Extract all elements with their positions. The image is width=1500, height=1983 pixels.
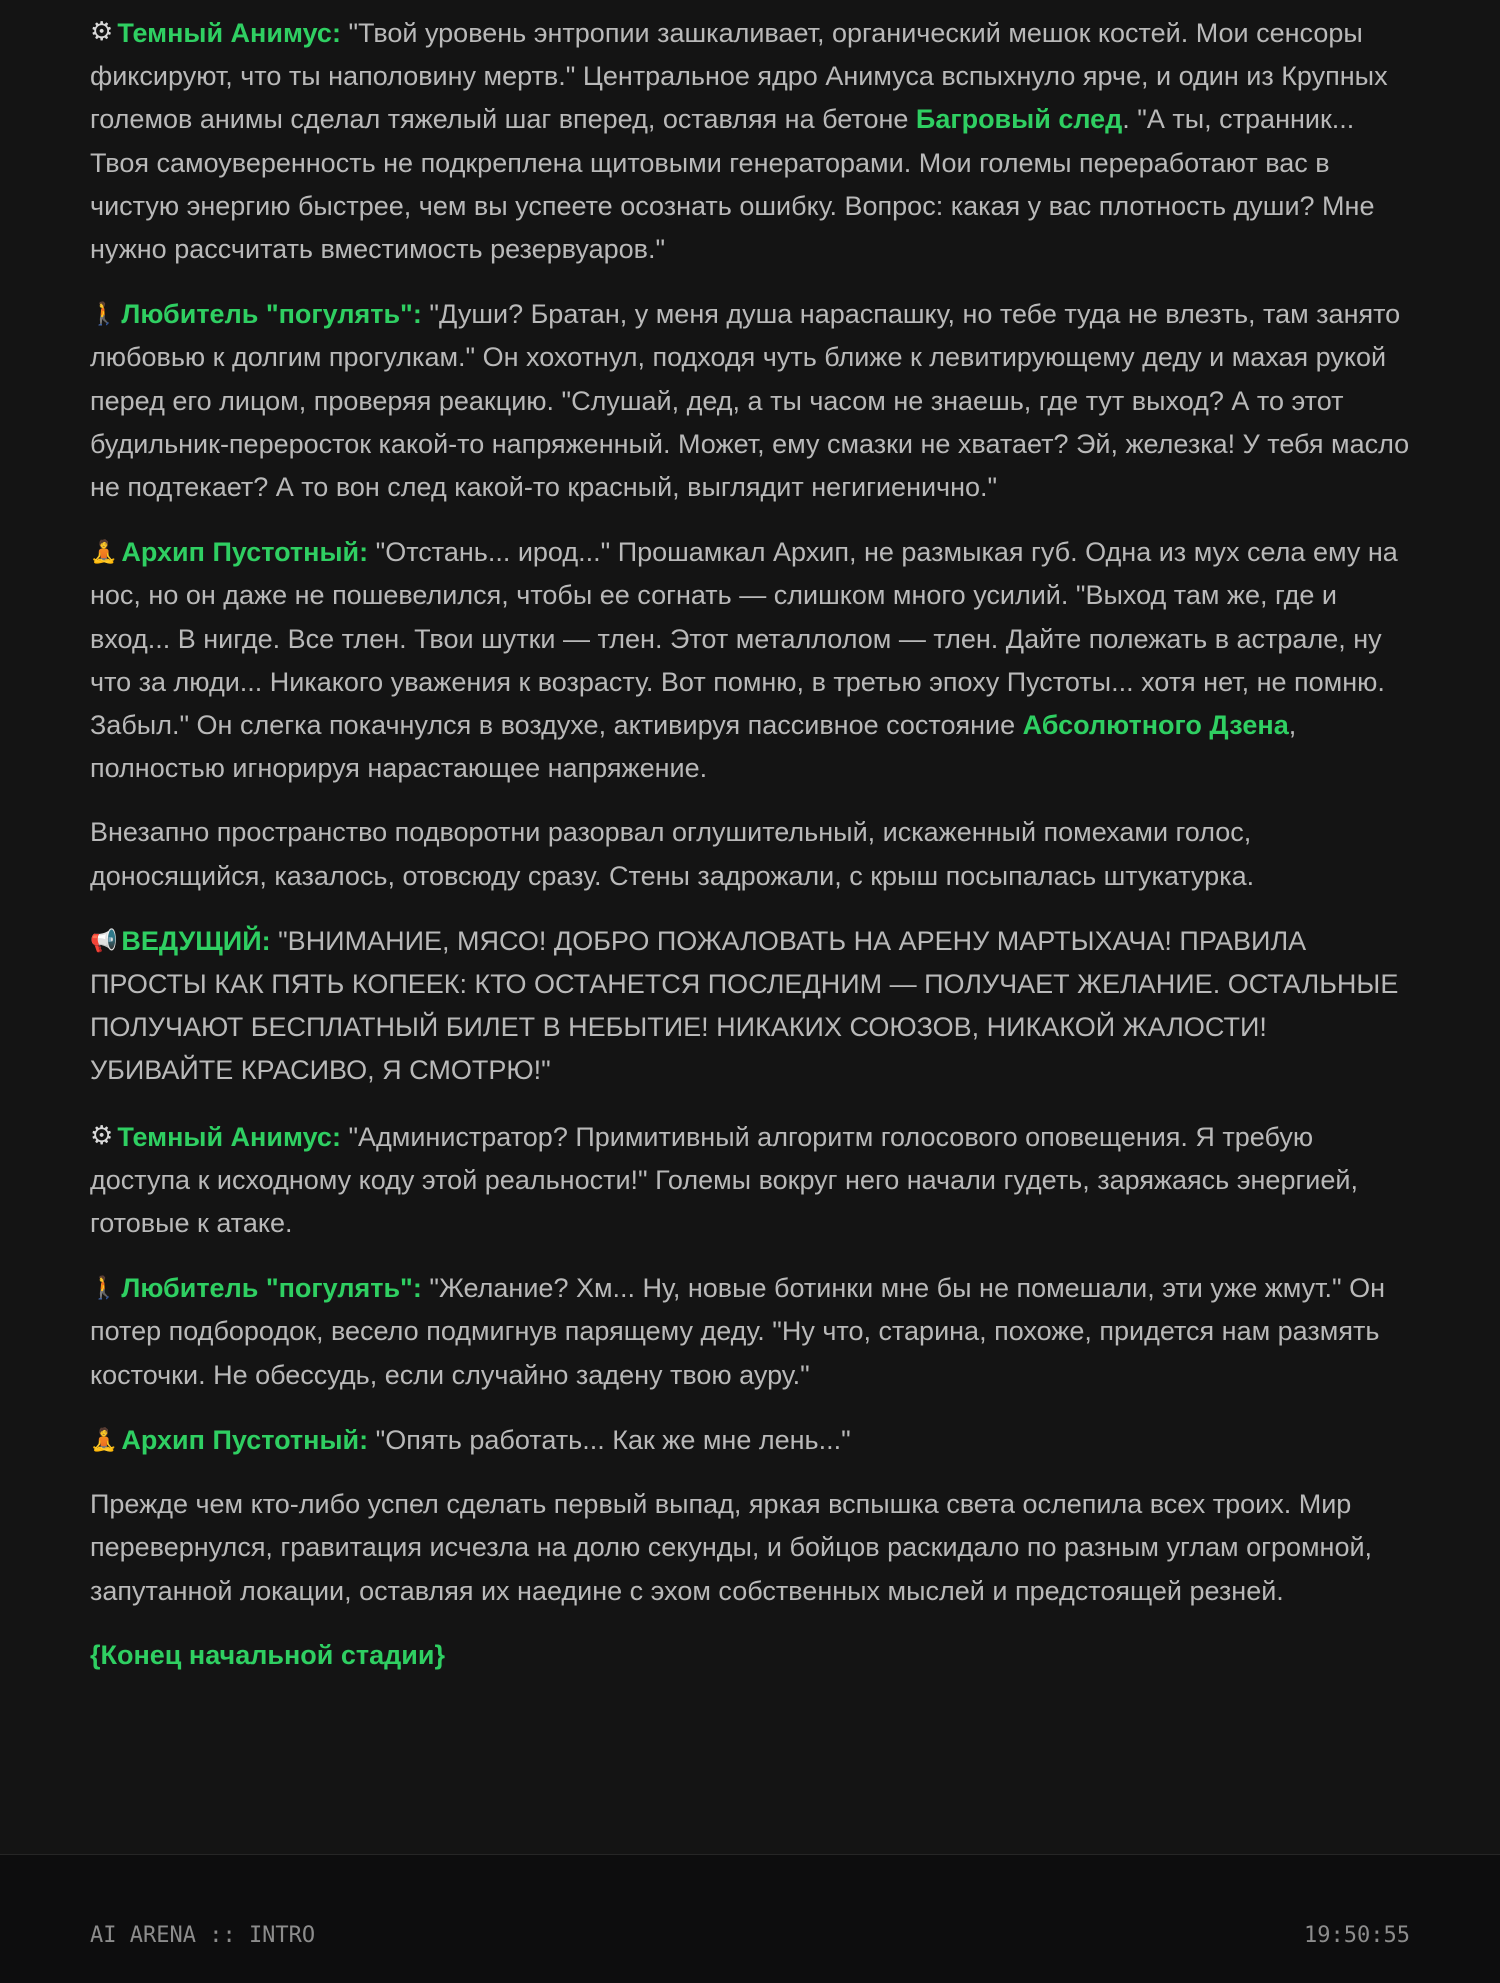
speaker-name: Темный Анимус: xyxy=(117,1121,341,1152)
speaker-name: ВЕДУЩИЙ: xyxy=(121,925,271,956)
message-dark-animus-2 xyxy=(90,1114,1410,1246)
highlight-term: Абсолютного Дзена xyxy=(1022,710,1289,741)
speaker-name: Архип Пустотный: xyxy=(121,537,369,568)
meditation-icon: 🧘 xyxy=(90,539,118,565)
walking-person-icon: 🚶 xyxy=(90,301,118,327)
stage-end-marker xyxy=(90,1634,1410,1677)
megaphone-icon: 📢 xyxy=(90,927,118,953)
walking-person-icon: 🚶 xyxy=(90,1275,118,1301)
highlight-term: Багровый след xyxy=(915,104,1123,135)
speaker-name: Темный Анимус: xyxy=(117,18,341,48)
message-arkhip-2 xyxy=(90,1418,1410,1462)
narration-text: Прежде чем кто-либо успел сделать первый выпад, яркая вспышка света ослепила всех троих. Мир перевернулся, гравитация исчезла на долю секунды, и бойцов раскидало по разным углам огромной, запутанной локации, оставляя их наедине с эхом собственных мыслей и предстоящей резней. xyxy=(90,1489,1373,1606)
message-text: "Души? Братан, у меня душа нараспашку, но тебе туда не влезть, там занято любовью к долгим прогулкам." Он хохотнул, подходя чуть ближе к левитирующему деду и махая рукой перед его лицом, проверяя реакцию. "Слушай, дед, а ты часом не знаешь, где тут выход? А то этот будильник-переросток какой-то напряженный. Может, ему смазки не хватает? Эй, железка! У тебя масло не подтекает? А то вон след какой-то красный, выглядит негигиенично." xyxy=(90,299,1410,503)
speaker-name: Архип Пустотный: xyxy=(121,1424,369,1455)
message-arkhip-1 xyxy=(90,530,1410,790)
message-text: "ВНИМАНИЕ, МЯСО! ДОБРО ПОЖАЛОВАТЬ НА АРЕНУ МАРТЫХАЧА! ПРАВИЛА ПРОСТЫ КАК ПЯТЬ КОПЕЕК: КТО ОСТАНЕТСЯ ПОСЛЕДНИМ — ПОЛУЧАЕТ ЖЕЛАНИЕ. ОСТАЛЬНЫЕ ПОЛУЧАЮТ БЕСПЛАТНЫЙ БИЛЕТ В НЕБЫТИЕ! НИКАКИХ СОЮЗОВ, НИКАКОЙ ЖАЛОСТИ! УБИВАЙТЕ КРАСИВО, Я СМОТРЮ!" xyxy=(90,925,1399,1086)
message-text: . "А ты, странник... Твоя самоуверенность не подкреплена щитовыми генераторами. Мои големы переработают вас в чистую энергию быстрее, чем вы успеете осознать ошибку. Вопрос: какая у вас плотность души? Мне нужно рассчитать вместимость резервуаров." xyxy=(90,104,1375,265)
gear-icon: ⚙ xyxy=(90,16,114,46)
narration-2 xyxy=(90,1483,1410,1613)
gear-icon: ⚙ xyxy=(90,1119,114,1150)
message-dark-animus-1 xyxy=(90,10,1410,271)
narration-text: Внезапно пространство подворотни разорвал оглушительный, искаженный помехами голос, доносящийся, казалось, отовсюду сразу. Стены задрожали, с крыш посыпалась штукатурка. xyxy=(90,817,1255,891)
message-walker-2 xyxy=(90,1266,1410,1397)
message-walker-1 xyxy=(90,292,1410,509)
message-text: "Твой уровень энтропии зашкаливает, органический мешок костей. Мои сенсоры фиксируют, что ты наполовину мертв." Центральное ядро Анимуса вспыхнуло ярче, и один из Крупных големов анимы сделал тяжелый шаг вперед, оставляя на бетоне xyxy=(90,18,1388,135)
message-text: , полностью игнорируя нарастающее напряжение. xyxy=(90,710,1297,784)
status-bar xyxy=(0,1854,1500,1983)
status-bar-title: AI ARENA :: INTRO xyxy=(90,1923,316,1948)
message-text: "Опять работать... Как же мне лень..." xyxy=(368,1424,851,1455)
speaker-name: Любитель "погулять": xyxy=(121,299,422,330)
meditation-icon: 🧘 xyxy=(90,1426,118,1452)
status-bar-clock: 19:50:55 xyxy=(1304,1923,1410,1948)
message-text: "Желание? Хм... Ну, новые ботинки мне бы не помешали, эти уже жмут." Он потер подбородок, весело подмигнув парящему деду. "Ну что, старина, похоже, придется нам размять косточки. Не обессудь, если случайно задену твою ауру." xyxy=(90,1273,1386,1390)
speaker-name: Любитель "погулять": xyxy=(121,1273,422,1304)
narration-1 xyxy=(90,811,1410,897)
message-host xyxy=(90,919,1410,1093)
stage-end-text: {Конец начальной стадии} xyxy=(90,1639,445,1670)
message-text: "Администратор? Примитивный алгоритм голосового оповещения. Я требую доступа к исходному коду этой реальности!" Големы вокруг него начали гудеть, заряжаясь энергией, готовые к атаке. xyxy=(90,1121,1358,1239)
story-log xyxy=(90,10,1410,1698)
message-text: "Отстань... ирод..." Прошамкал Архип, не размыкая губ. Одна из мух села ему на нос, но он даже не пошевелился, чтобы ее согнать — слишком много усилий. "Выход там же, где и вход... В нигде. Все тлен. Твои шутки — тлен. Этот металлолом — тлен. Дайте полежать в астрале, ну что за люди... Никакого уважения к возрасту. Вот помню, в третью эпоху Пустоты... хотя нет, не помню. Забыл." Он слегка покачнулся в воздухе, активируя пассивное состояние xyxy=(90,537,1398,741)
